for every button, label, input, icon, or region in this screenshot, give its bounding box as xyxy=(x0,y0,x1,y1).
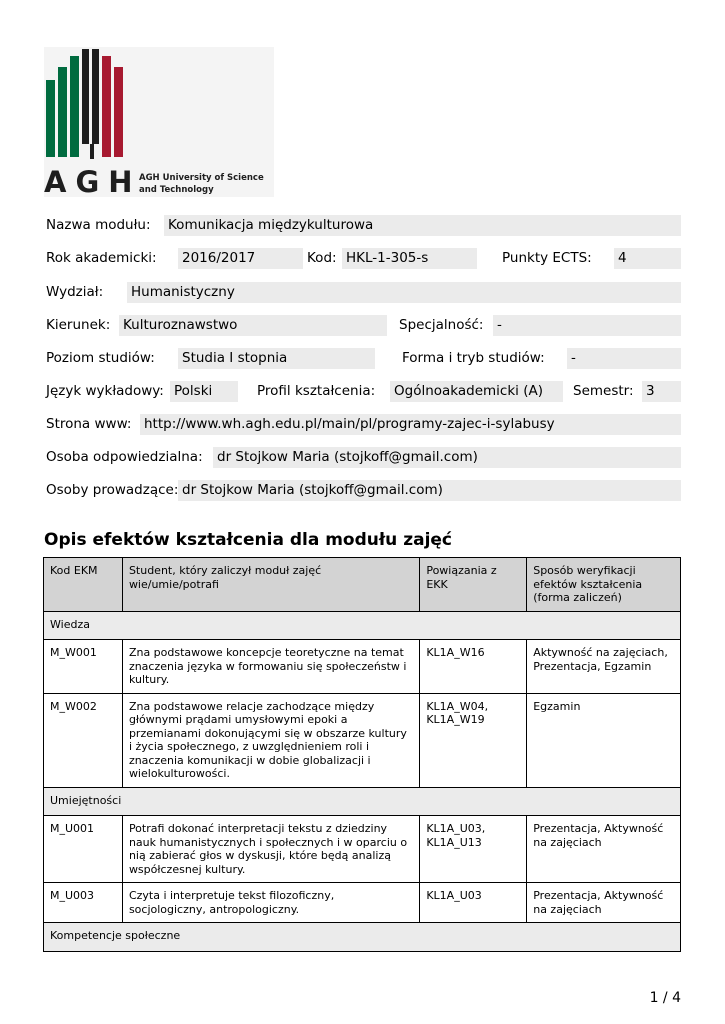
table-row xyxy=(44,640,681,694)
jezyk-value: Polski xyxy=(170,381,238,402)
cell-kod: M_W002 xyxy=(44,693,123,787)
header-ekk: Powiązania z EKK xyxy=(420,558,527,612)
specjalnosc-label: Specjalność: xyxy=(399,317,484,333)
table-row xyxy=(44,693,681,787)
jezyk-label: Język wykładowy: xyxy=(46,383,164,399)
logo-agh-text: AGH xyxy=(44,165,142,197)
category-row-kompetencje xyxy=(44,923,681,952)
forma-label: Forma i tryb studiów: xyxy=(402,350,545,366)
profil-value: Ogólnoakademicki (A) xyxy=(390,381,563,402)
osoba-label: Osoba odpowiedzialna: xyxy=(46,449,203,465)
poziom-label: Poziom studiów: xyxy=(46,350,155,366)
semestr-value: 3 xyxy=(642,381,681,402)
category-row-wiedza xyxy=(44,611,681,640)
ects-label: Punkty ECTS: xyxy=(502,250,592,266)
cell-opis: Zna podstawowe koncepcje teoretyczne na temat znaczenia języka w formowaniu się społeczeństw i kultury. xyxy=(122,640,419,694)
wydzial-label: Wydział: xyxy=(46,284,104,300)
rok-label: Rok akademicki: xyxy=(46,250,157,266)
cell-opis: Zna podstawowe relacje zachodzące między głównymi prądami umysłowymi epoki a przemianami dokonującymi się w obszarze kultury i życia społecznego, z uwzględnieniem roli i znaczenia komunikacji w dobie globalizacji i wielokulturowości. xyxy=(122,693,419,787)
kod-value: HKL-1-305-s xyxy=(342,248,477,269)
cell-opis: Czyta i interpretuje tekst filozoficzny, socjologiczny, antropologiczny. xyxy=(122,883,419,923)
header-weryfikacja: Sposób weryfikacji efektów kształcenia (forma zaliczeń) xyxy=(527,558,681,612)
header-kod: Kod EKM xyxy=(44,558,123,612)
cell-ekk: KL1A_U03, KL1A_U13 xyxy=(420,816,527,883)
cell-opis: Potrafi dokonać interpretacji tekstu z dziedziny nauk humanistycznych i społecznych i w oparciu o nią zabierać głos w dyskusji, które będą analizą współczesnej kultury. xyxy=(122,816,419,883)
forma-value: - xyxy=(567,348,681,369)
page-number: 1 / 4 xyxy=(649,990,681,1006)
cell-ekk: KL1A_W04, KL1A_W19 xyxy=(420,693,527,787)
cell-ekk: KL1A_U03 xyxy=(420,883,527,923)
cell-kod: M_U001 xyxy=(44,816,123,883)
cell-kod: M_U003 xyxy=(44,883,123,923)
nazwa-label: Nazwa modułu: xyxy=(46,217,151,233)
cell-ekk: KL1A_W16 xyxy=(420,640,527,694)
strona-value[interactable]: http://www.wh.agh.edu.pl/main/pl/programy-zajec-i-sylabusy xyxy=(140,414,681,435)
logo-subtitle-2: and Technology xyxy=(139,185,214,195)
specjalnosc-value: - xyxy=(493,315,681,336)
rok-value: 2016/2017 xyxy=(178,248,303,269)
category-wiedza: Wiedza xyxy=(44,611,681,640)
kierunek-label: Kierunek: xyxy=(46,317,111,333)
cell-weryfikacja: Prezentacja, Aktywność na zajęciach xyxy=(527,816,681,883)
ects-value: 4 xyxy=(614,248,681,269)
prowadzace-label: Osoby prowadzące: xyxy=(46,482,179,498)
category-kompetencje: Kompetencje społeczne xyxy=(44,923,681,952)
table-row xyxy=(44,883,681,923)
kierunek-value: Kulturoznawstwo xyxy=(119,315,387,336)
poziom-value: Studia I stopnia xyxy=(178,348,375,369)
strona-label: Strona www: xyxy=(46,416,132,432)
cell-weryfikacja: Aktywność na zajęciach, Prezentacja, Egzamin xyxy=(527,640,681,694)
section-title: Opis efektów kształcenia dla modułu zajęć xyxy=(44,530,453,550)
header-opis: Student, który zaliczył moduł zajęć wie/umie/potrafi xyxy=(122,558,419,612)
agh-logo xyxy=(44,47,274,197)
wydzial-value: Humanistyczny xyxy=(127,282,681,303)
prowadzace-value: dr Stojkow Maria (stojkoff@gmail.com) xyxy=(178,480,681,501)
cell-kod: M_W001 xyxy=(44,640,123,694)
table-row xyxy=(44,816,681,883)
kod-label: Kod: xyxy=(307,250,337,266)
nazwa-value: Komunikacja międzykulturowa xyxy=(164,215,681,236)
cell-weryfikacja: Prezentacja, Aktywność na zajęciach xyxy=(527,883,681,923)
logo-subtitle-1: AGH University of Science xyxy=(139,173,264,183)
ekm-table xyxy=(43,557,681,952)
category-row-umiejetnosci xyxy=(44,787,681,816)
osoba-value: dr Stojkow Maria (stojkoff@gmail.com) xyxy=(213,447,681,468)
semestr-label: Semestr: xyxy=(573,383,634,399)
table-header-row xyxy=(44,558,681,612)
profil-label: Profil kształcenia: xyxy=(257,383,376,399)
cell-weryfikacja: Egzamin xyxy=(527,693,681,787)
category-umiejetnosci: Umiejętności xyxy=(44,787,681,816)
